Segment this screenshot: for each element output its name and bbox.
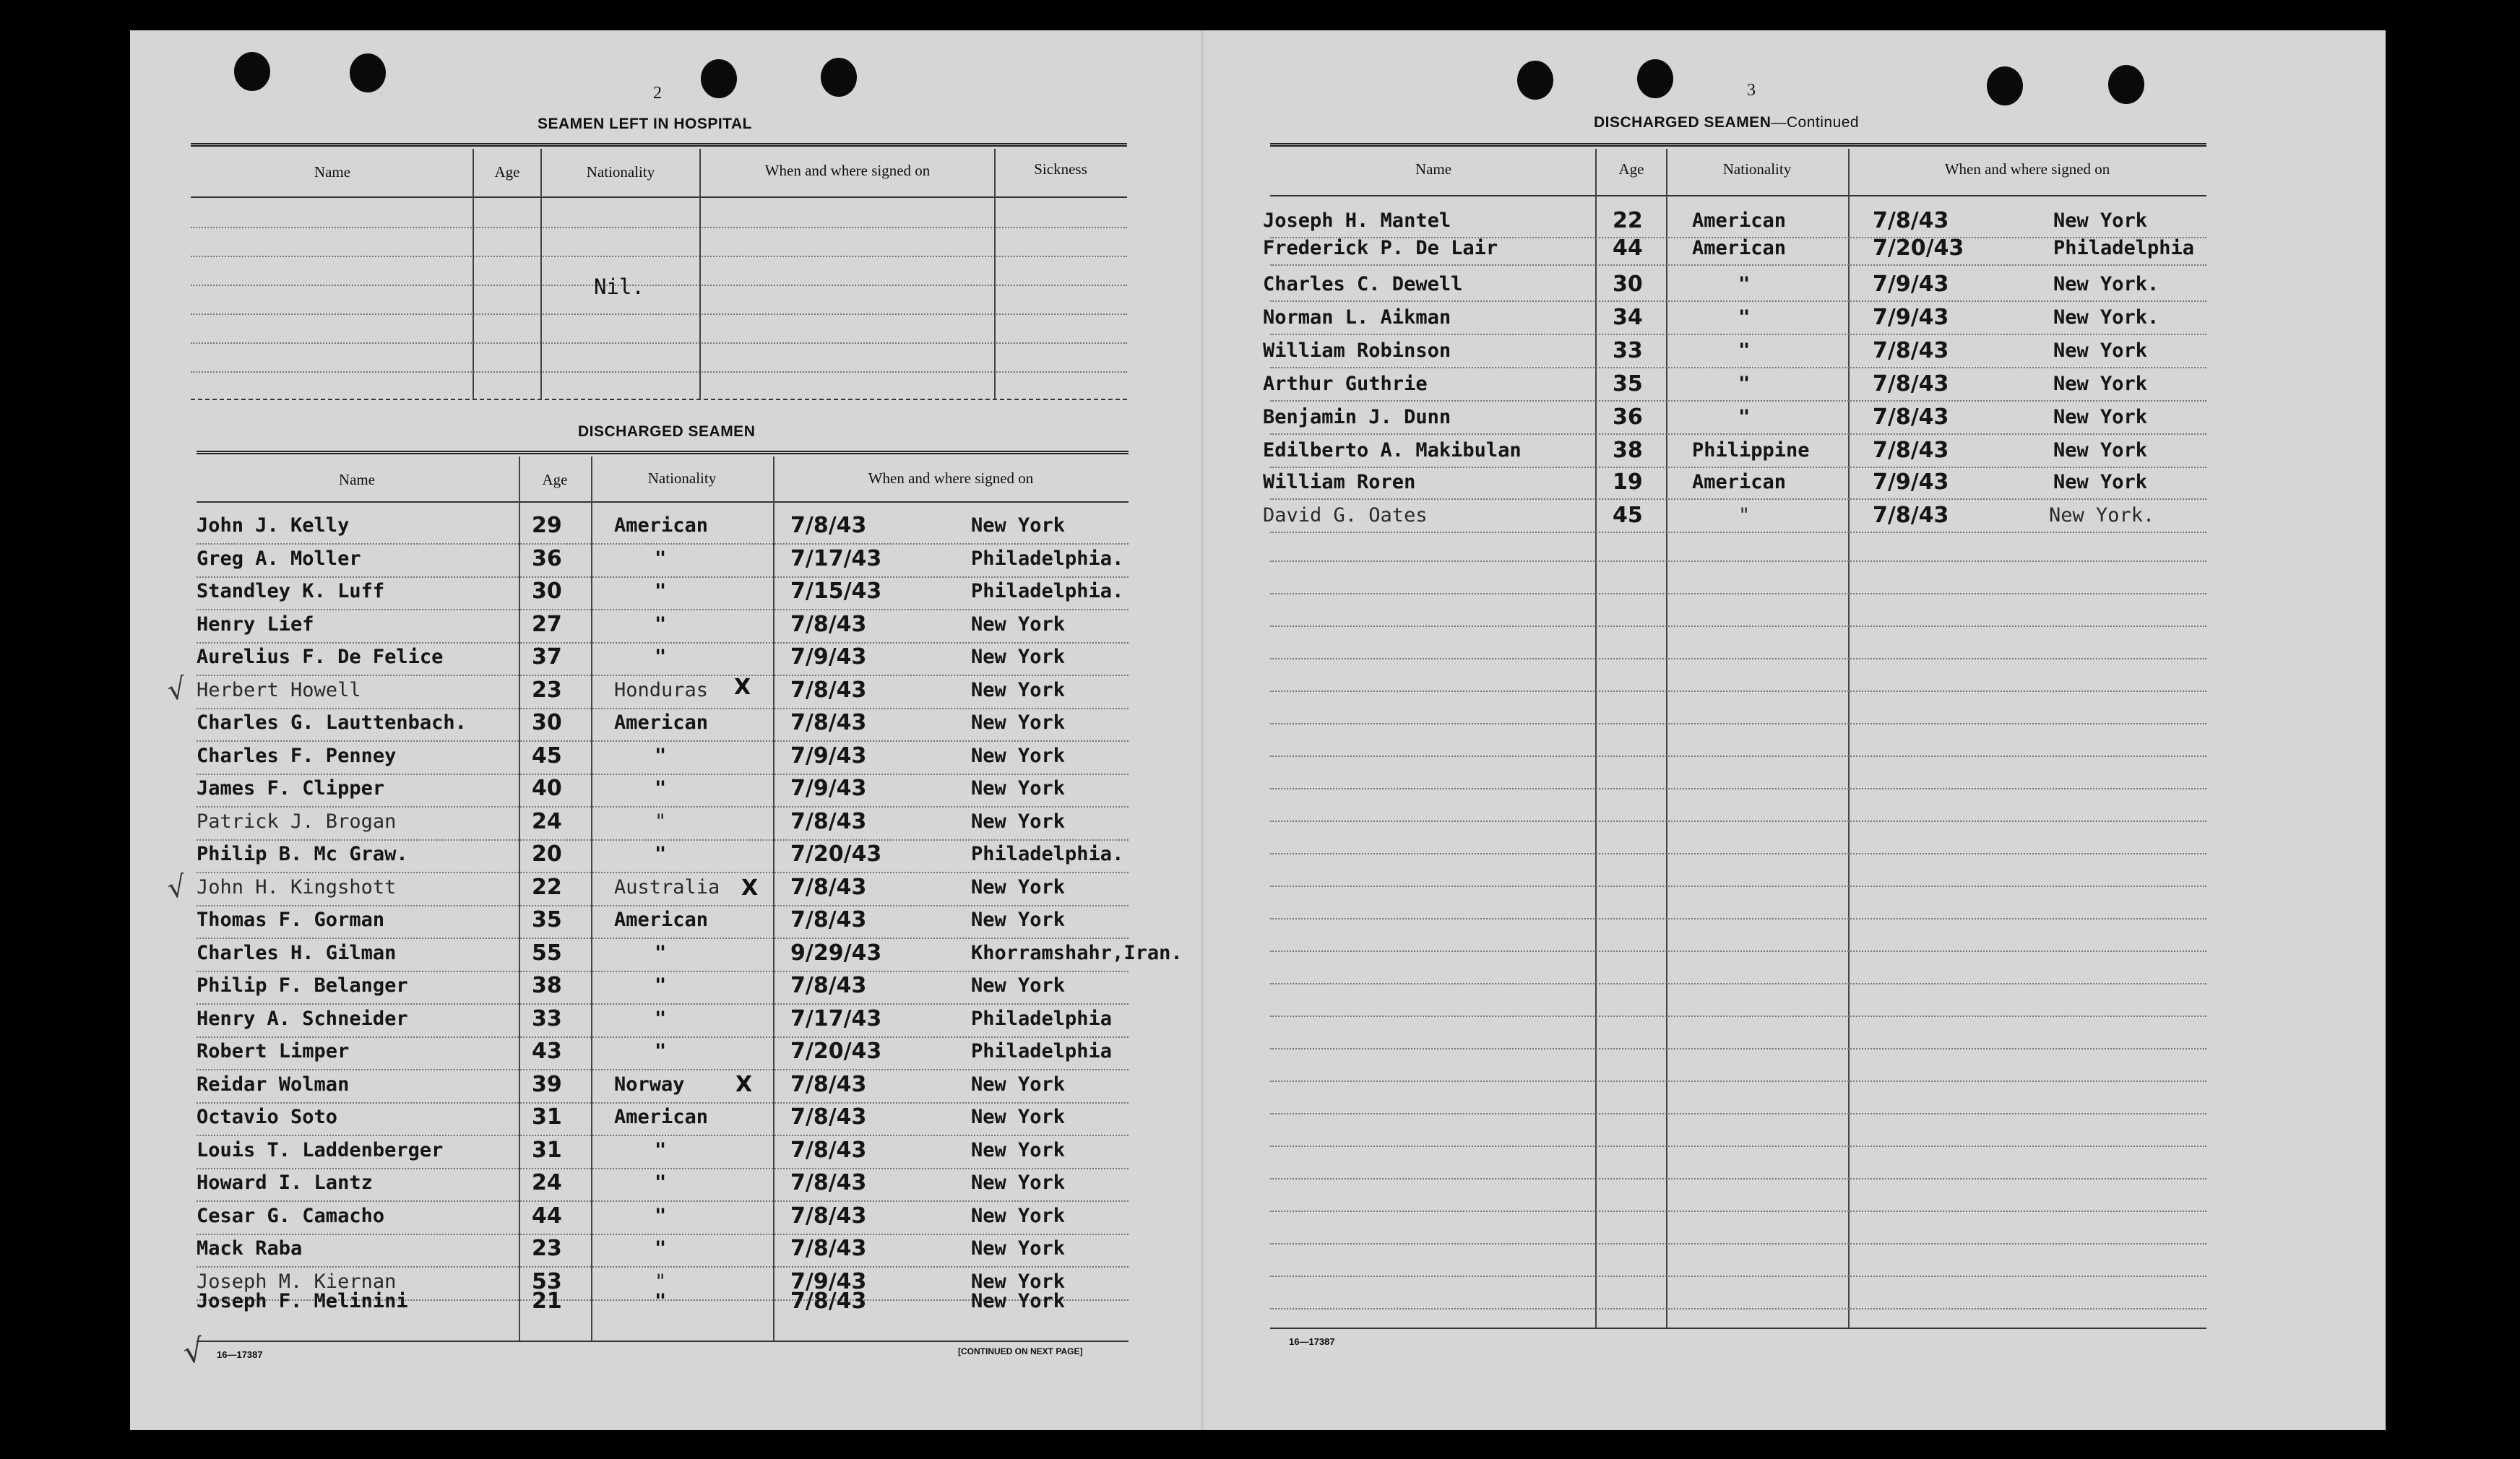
signed-place: New York	[971, 1106, 1066, 1128]
cross-mark-icon: X	[741, 875, 759, 901]
seaman-nationality: "	[1738, 306, 1751, 329]
signed-date: 7/17/43	[790, 1005, 882, 1031]
row-line	[1270, 1178, 2206, 1179]
seaman-nationality: American	[614, 514, 709, 537]
seaman-age: 31	[532, 1104, 562, 1130]
row-line	[197, 1036, 1129, 1038]
seaman-name: Arthur Guthrie	[1263, 373, 1428, 395]
row-line	[197, 1003, 1129, 1005]
seaman-age: 23	[532, 677, 562, 703]
seaman-name: John H. Kingshott	[197, 875, 397, 899]
row-line	[1270, 853, 2206, 854]
col-header-signed: When and where signed on	[764, 162, 931, 179]
seaman-name: Thomas F. Gorman	[197, 909, 385, 931]
signed-date: 7/9/43	[1873, 469, 1949, 495]
signed-place: New York	[971, 909, 1066, 931]
row-line	[197, 609, 1129, 610]
seaman-nationality: American	[1692, 471, 1787, 493]
seaman-age: 31	[532, 1137, 562, 1163]
row-line	[1270, 951, 2206, 952]
signed-date: 9/29/43	[790, 940, 882, 966]
binder-hole	[234, 52, 270, 91]
signed-place: New York	[971, 612, 1066, 636]
signed-date: 7/8/43	[790, 874, 867, 900]
signed-place: New York	[2053, 373, 2148, 395]
col-divider	[1595, 149, 1597, 1329]
col-divider	[473, 149, 474, 399]
binder-hole	[1987, 66, 2023, 105]
signed-place: New York	[971, 1172, 1066, 1194]
row-line	[197, 1168, 1129, 1169]
seaman-age: 35	[532, 907, 562, 932]
row-line	[197, 708, 1129, 709]
col-divider	[699, 149, 701, 399]
row-line	[197, 543, 1129, 545]
document-sheet	[130, 30, 2386, 1430]
signed-date: 7/8/43	[790, 808, 867, 834]
signed-place: New York	[2053, 339, 2148, 362]
seaman-name: Frederick P. De Lair	[1263, 237, 1498, 259]
signed-date: 7/17/43	[790, 545, 882, 571]
seaman-age: 33	[1613, 338, 1643, 363]
seaman-name: Edilberto A. Makibulan	[1263, 439, 1522, 462]
seaman-nationality: "	[655, 1290, 667, 1312]
signed-date: 7/8/43	[790, 1170, 867, 1195]
signed-date: 7/8/43	[1873, 404, 1949, 430]
signed-place: New York	[971, 875, 1066, 899]
title-text: DISCHARGED SEAMEN	[1594, 114, 1772, 131]
signed-date: 7/8/43	[790, 1203, 867, 1229]
seaman-nationality: "	[655, 1204, 667, 1227]
row-line	[197, 1266, 1129, 1268]
col-header-name: Name	[1415, 160, 1452, 178]
signed-place: New York	[2053, 439, 2148, 462]
seaman-age: 30	[1613, 272, 1643, 297]
seaman-nationality: Australia	[614, 875, 720, 899]
signed-place: New York	[2053, 406, 2148, 428]
hospital-nil-entry: Nil.	[594, 274, 644, 299]
row-line	[1270, 1276, 2206, 1277]
col-header-nationality: Nationality	[647, 469, 717, 487]
signed-date: 7/8/43	[790, 1104, 867, 1130]
row-line	[1270, 886, 2206, 887]
seaman-nationality: Philippine	[1692, 439, 1810, 462]
seaman-age: 40	[532, 776, 562, 801]
col-header-name: Name	[314, 163, 351, 181]
page-number-right: 3	[1747, 81, 1756, 100]
seaman-nationality: "	[655, 843, 667, 865]
row-line	[197, 1102, 1129, 1104]
row-line	[1270, 788, 2206, 789]
col-header-age: Age	[542, 471, 568, 488]
seaman-age: 33	[532, 1005, 562, 1031]
signed-place: New York	[971, 1138, 1066, 1161]
binder-hole	[1517, 61, 1553, 100]
col-divider	[1666, 149, 1667, 1329]
signed-place: Philadelphia.	[971, 843, 1124, 865]
signed-place: New York	[971, 646, 1066, 668]
seaman-name: Henry A. Schneider	[197, 1007, 408, 1030]
seaman-name: Philip B. Mc Graw.	[197, 843, 408, 865]
signed-date: 7/8/43	[790, 677, 867, 703]
seaman-name: Robert Limper	[197, 1040, 350, 1062]
seaman-nationality: "	[655, 646, 667, 668]
seaman-nationality: "	[655, 1237, 667, 1260]
seaman-name: Henry Lief	[197, 612, 314, 636]
signed-place: New York	[971, 514, 1066, 537]
seaman-age: 22	[532, 874, 562, 900]
rule	[197, 501, 1129, 503]
seaman-age: 36	[1613, 404, 1643, 430]
seaman-nationality: "	[655, 974, 667, 997]
col-divider	[994, 149, 996, 399]
hospital-title: SEAMEN LEFT IN HOSPITAL	[538, 116, 752, 132]
seaman-name: Standley K. Luff	[197, 580, 385, 602]
row-line	[197, 839, 1129, 841]
seaman-name: David G. Oates	[1263, 504, 1428, 527]
rule	[197, 1341, 1129, 1342]
seaman-name: Herbert Howell	[197, 678, 361, 701]
signed-date: 7/20/43	[790, 841, 882, 867]
seaman-age: 19	[1613, 469, 1643, 495]
row-line	[191, 313, 1127, 315]
rule	[1270, 143, 2206, 147]
signed-place: New York	[971, 1237, 1066, 1260]
seaman-age: 27	[532, 611, 562, 637]
seaman-nationality: "	[655, 547, 667, 570]
seaman-name: Howard I. Lantz	[197, 1172, 373, 1194]
seaman-age: 53	[532, 1268, 562, 1294]
signed-date: 7/8/43	[790, 611, 867, 637]
signed-date: 7/9/43	[790, 644, 867, 670]
discharged-title: DISCHARGED SEAMEN	[578, 423, 756, 440]
cross-mark-icon: X	[735, 1072, 753, 1097]
seaman-age: 34	[1613, 305, 1643, 330]
signed-date: 7/9/43	[1873, 272, 1949, 297]
row-line	[1270, 433, 2206, 435]
seaman-nationality: "	[1738, 373, 1751, 395]
row-line	[1270, 367, 2206, 368]
row-line	[197, 1200, 1129, 1202]
seaman-age: 36	[532, 545, 562, 571]
seaman-name: Charles G. Lauttenbach.	[197, 711, 467, 734]
signed-place: New York	[971, 744, 1066, 767]
seaman-name: Octavio Soto	[197, 1106, 338, 1128]
signed-place: New York	[971, 777, 1066, 800]
seaman-name: Patrick J. Brogan	[197, 810, 397, 833]
row-line	[1270, 1146, 2206, 1147]
row-line	[1270, 1081, 2206, 1082]
seaman-name: Benjamin J. Dunn	[1263, 406, 1451, 428]
seaman-nationality: Norway	[614, 1073, 685, 1096]
binder-hole	[821, 58, 857, 97]
seaman-nationality: American	[614, 711, 709, 734]
row-line	[197, 806, 1129, 808]
seaman-name: John J. Kelly	[197, 514, 350, 537]
row-line	[1270, 467, 2206, 468]
row-line	[197, 971, 1129, 972]
seaman-nationality: "	[655, 744, 667, 767]
row-line	[1270, 625, 2206, 627]
row-line	[197, 740, 1129, 742]
binder-hole	[350, 53, 386, 92]
signed-date: 7/20/43	[1873, 235, 1964, 261]
col-divider	[540, 149, 542, 399]
row-line	[197, 774, 1129, 775]
signed-place: Khorramshahr,Iran.	[971, 941, 1183, 964]
signed-place: New York	[971, 678, 1066, 701]
col-header-age: Age	[494, 163, 520, 181]
page-number-left: 2	[653, 84, 662, 103]
cross-mark-icon: X	[734, 675, 751, 700]
row-line	[1270, 1113, 2206, 1114]
seaman-name: Charles H. Gilman	[197, 941, 397, 964]
signed-place: New York	[971, 810, 1066, 833]
col-header-age: Age	[1618, 160, 1644, 178]
seaman-name: Mack Raba	[197, 1237, 303, 1260]
row-line	[197, 642, 1129, 644]
signed-date: 7/9/43	[790, 776, 867, 801]
seaman-age: 37	[532, 644, 562, 670]
seaman-nationality: "	[1738, 339, 1751, 362]
seaman-name: Philip F. Belanger	[197, 974, 408, 997]
seaman-age: 45	[1613, 503, 1643, 528]
seaman-nationality: "	[655, 810, 667, 833]
seaman-name: Reidar Wolman	[197, 1073, 350, 1096]
signed-date: 7/8/43	[790, 710, 867, 735]
row-line	[1270, 1016, 2206, 1017]
signed-date: 7/8/43	[790, 1071, 867, 1097]
seaman-name: Charles F. Penney	[197, 744, 397, 767]
seaman-age: 55	[532, 940, 562, 966]
row-line	[1270, 532, 2206, 533]
seaman-age: 20	[532, 841, 562, 867]
rule	[191, 399, 1127, 400]
signed-date: 7/8/43	[790, 1289, 867, 1314]
seaman-age: 38	[1613, 438, 1643, 463]
signed-date: 7/9/43	[790, 1268, 867, 1294]
seaman-name: Cesar G. Camacho	[197, 1204, 385, 1227]
row-line	[1270, 334, 2206, 335]
seaman-nationality: "	[655, 1270, 667, 1293]
row-line	[1270, 498, 2206, 500]
row-line	[191, 285, 1127, 286]
row-line	[191, 342, 1127, 344]
discharged-continued-title	[1594, 114, 1859, 131]
check-mark-icon: √	[180, 1331, 207, 1372]
signed-date: 7/8/43	[790, 973, 867, 998]
continued-note: [CONTINUED ON NEXT PAGE]	[958, 1346, 1083, 1356]
row-line	[1270, 1211, 2206, 1212]
seaman-age: 24	[532, 808, 562, 834]
col-divider	[591, 456, 592, 1342]
seaman-nationality: "	[1738, 406, 1751, 428]
page-fold	[1201, 30, 1204, 1430]
seaman-nationality: "	[655, 1138, 667, 1161]
signed-date: 7/8/43	[1873, 208, 1949, 233]
row-line	[197, 905, 1129, 906]
seaman-nationality: "	[655, 612, 667, 636]
row-line	[197, 1069, 1129, 1070]
signed-place: New York	[971, 1270, 1066, 1293]
rule	[191, 196, 1127, 198]
row-line	[1270, 264, 2206, 266]
row-line	[197, 1135, 1129, 1136]
col-divider	[1848, 149, 1850, 1329]
signed-place: New York	[2053, 209, 2148, 232]
seaman-age: 38	[532, 973, 562, 998]
seaman-nationality: "	[1738, 273, 1751, 295]
signed-date: 7/8/43	[790, 1236, 867, 1261]
signed-place: New York.	[2053, 273, 2159, 295]
seaman-nationality: "	[1738, 504, 1751, 527]
col-divider	[519, 456, 520, 1342]
seaman-name: Joseph H. Mantel	[1263, 209, 1451, 232]
col-header-signed: When and where signed on	[1944, 160, 2110, 178]
seaman-age: 39	[532, 1071, 562, 1097]
seaman-nationality: "	[655, 941, 667, 964]
binder-hole	[1637, 59, 1673, 98]
rule	[1270, 1328, 2206, 1329]
seaman-nationality: American	[614, 909, 709, 931]
row-line	[1270, 690, 2206, 692]
binder-hole	[701, 59, 737, 98]
check-mark-icon: √	[165, 870, 189, 906]
row-line	[1270, 1243, 2206, 1244]
signed-date: 7/8/43	[1873, 503, 1949, 528]
signed-date: 7/9/43	[1873, 305, 1949, 330]
row-line	[1270, 723, 2206, 724]
seaman-nationality: American	[1692, 237, 1787, 259]
seaman-nationality: "	[655, 777, 667, 800]
check-mark-icon: √	[165, 672, 189, 708]
row-line	[1270, 1308, 2206, 1309]
row-line	[191, 227, 1127, 228]
signed-place: Philadelphia	[971, 1040, 1113, 1062]
seaman-nationality: American	[614, 1106, 709, 1128]
seaman-name: William Roren	[1263, 471, 1416, 493]
signed-place: New York.	[2053, 306, 2159, 329]
seaman-age: 22	[1613, 208, 1643, 233]
signed-date: 7/20/43	[790, 1039, 882, 1064]
title-suffix: —Continued	[1771, 114, 1860, 131]
row-line	[197, 872, 1129, 873]
seaman-name: Charles C. Dewell	[1263, 273, 1463, 295]
seaman-age: 23	[532, 1236, 562, 1261]
seaman-name: Greg A. Moller	[197, 547, 361, 570]
col-header-signed: When and where signed on	[868, 469, 1034, 487]
row-line	[1270, 756, 2206, 757]
seaman-age: 35	[1613, 371, 1643, 397]
row-line	[1270, 983, 2206, 984]
seaman-name: William Robinson	[1263, 339, 1451, 362]
form-number-right: 16—17387	[1289, 1336, 1335, 1347]
row-line	[197, 938, 1129, 939]
rule	[191, 143, 1127, 147]
seaman-age: 44	[532, 1203, 562, 1229]
seaman-age: 44	[1613, 235, 1643, 261]
signed-place: New York	[971, 1073, 1066, 1096]
signed-date: 7/8/43	[790, 1137, 867, 1163]
col-header-nationality: Nationality	[586, 163, 655, 181]
signed-date: 7/8/43	[790, 513, 867, 538]
seaman-nationality: "	[655, 580, 667, 602]
row-line	[1270, 593, 2206, 594]
signed-place: New York	[2053, 471, 2148, 493]
col-divider	[773, 456, 774, 1342]
row-line	[1270, 1048, 2206, 1049]
col-header-name: Name	[338, 471, 376, 488]
row-line	[197, 675, 1129, 676]
row-line	[197, 576, 1129, 578]
col-header-sickness: Sickness	[1034, 160, 1087, 178]
seaman-nationality: American	[1692, 209, 1787, 232]
signed-place: New York	[971, 1204, 1066, 1227]
seaman-age: 24	[532, 1170, 562, 1195]
rule	[1270, 195, 2206, 196]
seaman-name: Joseph M. Kiernan	[197, 1270, 397, 1293]
binder-hole	[2108, 65, 2144, 104]
seaman-age: 30	[532, 710, 562, 735]
row-line	[1270, 658, 2206, 659]
signed-date: 7/8/43	[790, 907, 867, 932]
signed-place: New York	[971, 1290, 1066, 1312]
col-header-nationality: Nationality	[1722, 160, 1792, 178]
seaman-age: 21	[532, 1289, 562, 1314]
seaman-name: Louis T. Laddenberger	[197, 1138, 444, 1161]
signed-place: Philadelphia.	[971, 580, 1124, 602]
signed-date: 7/15/43	[790, 579, 882, 604]
rule	[197, 451, 1129, 454]
seaman-age: 30	[532, 579, 562, 604]
row-line	[191, 371, 1127, 373]
seaman-nationality: Honduras	[614, 678, 709, 701]
seaman-name: Joseph F. Melinini	[197, 1290, 408, 1312]
signed-date: 7/8/43	[1873, 438, 1949, 463]
signed-date: 7/8/43	[1873, 371, 1949, 397]
signed-date: 7/8/43	[1873, 338, 1949, 363]
seaman-nationality: "	[655, 1007, 667, 1030]
seaman-nationality: "	[655, 1172, 667, 1194]
row-line	[1270, 300, 2206, 302]
signed-place: New York	[971, 711, 1066, 734]
signed-date: 7/9/43	[790, 743, 867, 769]
seaman-age: 29	[532, 513, 562, 538]
seaman-name: James F. Clipper	[197, 777, 385, 800]
row-line	[1270, 821, 2206, 822]
row-line	[1270, 918, 2206, 919]
row-line	[1270, 400, 2206, 402]
signed-place: New York	[971, 974, 1066, 997]
seaman-name: Aurelius F. De Felice	[197, 646, 444, 668]
row-line	[197, 1234, 1129, 1235]
seaman-nationality: "	[655, 1040, 667, 1062]
signed-place: New York.	[2049, 504, 2155, 527]
signed-place: Philadelphia.	[971, 547, 1124, 570]
seaman-age: 43	[532, 1039, 562, 1064]
seaman-name: Norman L. Aikman	[1263, 306, 1451, 329]
row-line	[1270, 560, 2206, 562]
signed-place: Philadelphia	[971, 1007, 1113, 1030]
signed-place: Philadelphia	[2053, 237, 2195, 259]
seaman-age: 45	[532, 743, 562, 769]
row-line	[191, 256, 1127, 257]
form-number-left: 16—17387	[217, 1349, 263, 1360]
